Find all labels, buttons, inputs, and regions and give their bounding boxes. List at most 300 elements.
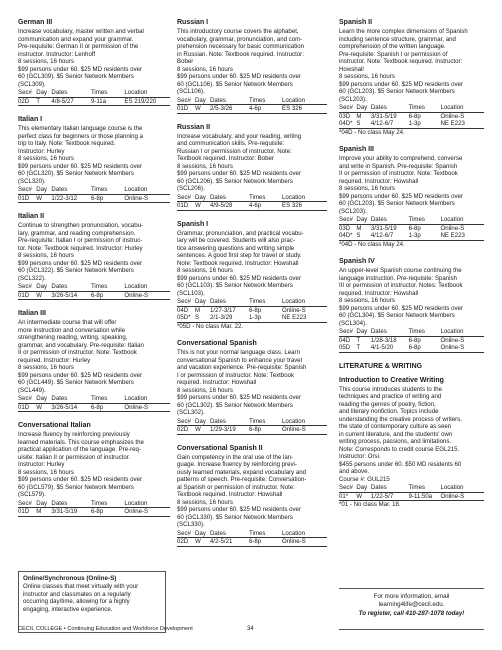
course-description-line: 8 sessions, 16 hours [177,65,233,73]
info-line: For more information, email [373,593,450,600]
section-cell: W [36,291,42,299]
column-header: Day [195,529,206,537]
section-row [18,404,170,413]
course-description-line: tor. Note: Textbook required. Instructor: Hurley [18,244,143,252]
column-header: Times [90,89,108,96]
column-header: Dates [370,216,387,223]
section-table [18,500,170,517]
section-cell: ES 326 [282,105,302,112]
section-cell: 6-8p [408,112,421,120]
column-header: Day [195,298,206,305]
course-description-line: Instructor: Orsi. [339,453,381,460]
section-cell: 02D [177,426,189,433]
course-description-line: Note: Corresponds to credit course EGL215. [339,445,460,453]
course-description-line: Howshall [339,65,364,73]
course-description-line: and literary nonfiction. Topics include [339,408,439,415]
course-note: *01 - No class Mar. 18. [339,501,401,508]
section-table [18,395,170,412]
section-cell: 2/1-3/29 [210,314,233,321]
column-header: Day [36,499,48,507]
section-cell: 6-8p [90,291,104,299]
column-header: Times [249,96,266,104]
course-description-line: reading the genres of poetry, fiction, [339,400,436,408]
section-cell: 6-8p [249,426,262,433]
section-table-header [18,500,170,509]
course-description-line: III or permission of instructor. Notes: Textbook [339,282,463,289]
course-block [339,145,484,248]
course-description-line: language instruction. Pre-requisite: Spanish [339,274,457,282]
section-table [177,298,327,323]
section-cell: 6-8p [249,306,262,314]
course-block [177,220,327,331]
course-block [177,339,327,435]
section-cell: 2/5-3/26 [210,105,233,112]
course-description-line: 8 sessions, 16 hours [177,162,233,170]
section-cell: T [356,336,361,344]
course-description-line: $99 persons under 60. $25 MD residents over [18,162,142,170]
column-header: Location [124,89,148,96]
page-number: 34 [247,626,254,632]
section-cell: 02D [177,538,189,545]
column-header: Sec# [177,417,191,425]
column-header: Dates [51,89,68,96]
column-header: Location [282,417,306,425]
section-cell: W [195,202,201,209]
column-header: Times [90,283,108,290]
course-description-line: Pre-requisite: German II or permission of the [18,43,139,50]
section-table [339,216,484,241]
section-table [177,418,327,435]
section-cell: S [195,314,200,321]
course-description-line: 60 (GCL320). $5 Senior Network Members [18,170,134,177]
course-description-line: This elementary Italian language course is the [18,125,143,132]
course-description-line: $99 persons under 60. $25 MD residents over [18,65,142,73]
course-description-line: Note: Textbook required. Instructor: Howshall [177,259,299,267]
course-description-line: I or permission of instructor. Note: Textbook [177,371,295,379]
course-description-line: An upper-level Spanish course continuing the [339,267,462,274]
course-description-line: 8 sessions, 16 hours [177,267,233,274]
section-cell: W [195,426,201,433]
course-description-line: (SCL330). [177,521,205,528]
info-email[interactable]: learning4life@cecil.edu. [378,601,445,608]
course-title: German III [18,19,53,26]
section-cell: Online-S [440,492,465,500]
section-table [339,328,484,353]
section-cell: 4-6p [249,105,262,112]
section-table [339,104,484,129]
section-table-header [339,104,484,113]
section-cell: T [36,97,40,105]
section-table-header [177,298,327,307]
section-cell: 9-11a [90,97,107,105]
section-cell: 3/31-5/19 [51,508,78,515]
section-cell: 6-8p [90,403,104,411]
course-block [18,309,170,412]
course-description-line: 8 sessions, 16 hours [339,185,395,192]
course-description-line: (SCL206). [177,185,205,192]
course-title: Conversational Spanish II [177,444,263,452]
course-title: Introduction to Creative Writing [339,376,444,384]
column-header: Sec# [339,484,353,491]
course-description-line: trip to Italy. Note: Textbook required. [18,140,116,147]
section-cell: 1-3p [408,120,421,127]
course-description-line: practical application of the language. Pre-req- [18,446,141,453]
course-description-line: required. Instructor: Howshall [339,289,419,297]
course-block [177,444,327,547]
course-description-line: Textbook required. Instructor: Howshall [177,491,283,498]
column-header: Day [36,89,48,96]
course-description-line: (SCL309). [18,80,46,88]
section-table-header [177,97,327,106]
course-description-line: guage. Increase fluency by reinforcing previ- [177,461,297,468]
course-description-line: Instructor: Hurley [18,147,65,155]
course-description-line: comprehension of the written language. [339,43,446,50]
section-cell: 6-8p [90,508,104,515]
course-description-line: tice answering questions and writing simple [177,244,295,252]
column-header: Dates [210,529,226,537]
column-header: Day [356,104,368,111]
section-cell: 01D [18,291,30,299]
course-note: *04D - No class May 24. [339,128,405,136]
section-cell: Online-S [440,224,465,232]
column-header: Day [36,395,48,402]
section-cell: 6-8p [408,344,421,351]
column-header: Location [124,499,148,507]
section-cell: 1/22-5/7 [370,492,394,500]
section-cell: 4/12-6/7 [370,232,394,239]
course-description-line: Increase vocabulary, master written and verbal [18,28,144,35]
column-2 [177,18,327,556]
section-table-header [339,328,484,337]
course-description-line: This course introduces students to the [339,385,442,393]
column-header: Location [440,216,464,223]
column-header: Sec# [18,499,32,507]
section-row [339,493,484,502]
course-description-line: $99 persons under 60. $25 MD residents over [18,259,142,267]
online-box-line: engaging, interactive experience. [23,605,113,613]
section-cell: Online-S [282,538,306,545]
column-header: Dates [210,96,226,104]
section-table [177,97,327,114]
course-description-line: $99 persons under 60. $25 MD residents over [177,394,301,401]
course-block [18,18,170,106]
course-description-line: grammar, and vocabulary. Pre-requisite: Italian [18,341,144,349]
column-header: Dates [370,104,387,111]
course-description-line: (SCL320). [18,177,46,185]
course-description-line: Increase fluency by reinforcing previously [18,431,130,438]
column-header: Day [36,186,48,193]
course-description-line: Improve your ability to comprehend, converse [339,155,463,162]
section-cell: Online-S [440,112,465,120]
column-header: Day [36,283,48,290]
course-description-line: 8 sessions, 16 hours [18,252,74,259]
course-block [339,257,484,353]
section-table-header [18,89,170,98]
course-description-line: prehension necessary for basic communication [177,43,305,50]
course-description-line: 60 (GCL330). $5 Senior Network Members [177,513,293,521]
course-description-line: vocabulary, grammar, pronunciation, and com- [177,35,303,43]
course-description-line: in Russian. Note: Textbook required. Instructor: [177,50,304,58]
section-cell: 01D [18,508,30,515]
section-row [177,307,327,315]
section-cell: 01D [177,202,189,209]
course-description-line: 60 (GCL203). $5 Senior Network Members [339,88,455,95]
section-table [18,89,170,106]
section-cell: 1/27-3/17 [210,306,236,314]
column-header: Sec# [339,328,353,335]
course-description-line: (SCL449). [18,386,46,394]
course-description-line: required. Instructor: Hurley [18,356,91,364]
course-description-line: $99 persons under 60. $25 MD residents over [18,371,142,379]
section-cell: Online-S [124,508,149,515]
course-description-line: Russian I or permission of instructor. Note: [177,147,292,155]
course-description-line: instructor. Instructor: Lenhoff [18,50,96,58]
writing-course [339,376,484,509]
section-cell: 01D [18,194,30,202]
course-description-line: $99 persons under 60. $25 MD residents over [18,476,142,483]
online-info-box [18,571,166,633]
column-header: Location [440,104,464,111]
section-cell: 3/26-5/14 [51,291,78,299]
course-title: Conversational Spanish [177,340,257,347]
course-description-line: 8 sessions, 16 hours [339,297,395,304]
section-table [177,530,327,547]
column-header: Dates [210,193,226,201]
section-cell: 6-8p [408,224,421,232]
column-header: Day [356,484,368,491]
course-description-line: the state of contemporary culture as seen [339,423,452,430]
column-header: Times [408,104,425,111]
section-cell: M [356,112,362,120]
course-title: Spanish IV [339,258,375,265]
course-description-line: communication and expand your grammar. [18,35,134,43]
course-description-line: $99 persons under 60. $25 MD residents over [339,80,463,88]
section-row [177,202,327,211]
course-description-line: lary will be covered. Students will also prac- [177,237,295,244]
section-cell: Online-S [124,194,149,202]
column-header: Times [90,395,108,402]
course-block [339,376,484,509]
column-header: Location [124,186,148,193]
section-table-header [339,484,484,493]
section-cell: M [356,224,362,232]
section-cell: 04D [177,306,189,314]
course-description-line: uisite: Italian II or permission of instructor. [18,453,131,461]
section-cell: 6-8p [90,194,104,202]
column-header: Times [249,417,266,425]
column-header: Dates [51,395,68,402]
course-block [177,18,327,114]
course-description-line: required. Instructor: Howshall [177,379,257,386]
section-cell: 1-3p [408,232,421,239]
course-description-line: (SCL203). [339,207,367,215]
column-header: Dates [210,417,226,425]
section-cell: 3/31-5/19 [370,112,397,120]
course-description-line: Bober [177,58,194,65]
section-cell: W [36,194,42,202]
register-callout: To register, call 410-287-1078 today! [358,610,465,617]
section-row [339,232,484,241]
section-cell: 4/1-5/20 [370,344,394,351]
section-cell: 9-11:50a [408,492,433,500]
section-cell: 03D [339,224,351,232]
course-description-line: sentences. A good first step for travel or study. [177,252,302,259]
section-cell: NE E223 [282,314,307,321]
course-block [339,18,484,136]
course-description-line: This introductory course covers the alphabet, [177,28,299,35]
section-row [339,337,484,345]
column-header: Times [249,193,266,201]
course-description-line: (SCL302). [177,409,205,416]
course-description-line: perfect class for beginners or those planning a [18,132,143,140]
course-description-line: Learn the more complex dimensions of Spanish [339,28,468,35]
section-cell: 01D [177,105,189,112]
section-table-header [177,418,327,427]
column-header: Sec# [339,104,353,111]
course-description-line: 60 (GCL322). $5 Senior Network Members [18,267,134,274]
column-header: Times [249,298,266,305]
section-cell: Online-S [440,336,465,344]
column-header: Times [408,328,425,335]
section-cell: 6-8p [249,538,262,545]
section-cell: ES 326 [282,202,302,209]
section-cell: NE E223 [440,232,465,239]
course-title: Conversational Italian [18,422,91,429]
section-cell: Online-S [282,306,306,314]
column-header: Sec# [177,298,191,305]
course-description-line: Pre-requisite: Italian I or permission of instruc- [18,237,143,244]
course-title: Russian I [177,19,209,26]
section-cell: Online-S [440,344,465,351]
section-row [18,508,170,517]
course-description-line: Pre-requisite: Spanish I or permission of [339,50,448,58]
section-row [339,113,484,121]
course-block [18,212,170,300]
course-description-line: 60 (GCL304). $5 Senior Network Members [339,312,455,319]
section-cell: Online-S [124,403,149,411]
section-table-header [18,395,170,404]
column-header: Sec# [18,283,32,290]
column-header: Dates [370,328,387,335]
section-table-header [177,530,327,539]
course-description-line: lary, grammar, and reading comprehension. [18,229,136,237]
online-box-title: Online/Synchronous (Online-S) [23,575,117,582]
course-description-line: learned materials. This course emphasizes the [18,438,144,446]
course-block [177,123,327,211]
course-description-line: and above. [339,468,370,475]
course-description-line: $455 persons under 60. $50 MD residents 60 [339,460,462,468]
course-description-line: required. Instructor: Howshall [339,177,419,185]
column-header: Dates [51,186,68,193]
section-cell: 4/12-6/7 [370,120,394,127]
column-header: Day [195,193,206,201]
course-description-line: $99 persons under 60. $25 MD residents over [177,506,301,513]
course-description-line: techniques and practice of writing and [339,393,442,400]
course-description-line: al Spanish or permission of instructor. Note: [177,483,295,491]
section-row [18,98,170,107]
column-header: Sec# [177,96,191,104]
course-description-line: II or permission of instructor. Note: Textbook [18,349,137,356]
online-box-line: instructor and classmates on a regularly [23,590,131,598]
section-table-header [18,283,170,292]
course-description-line: 8 sessions, 16 hours [18,155,74,162]
column-header: Times [249,529,266,537]
section-row [339,225,484,233]
course-description-line: This is not your normal language class. Learn [177,349,300,356]
section-table-header [177,194,327,203]
course-description-line: $99 persons under 60. $25 MD residents over [339,304,463,312]
section-cell: W [356,492,363,500]
course-block [18,421,170,517]
course-description-line: and vacation experience. Pre-requisite: Spanish [177,364,307,371]
course-description-line: 60 (GCL579). $5 Senior Network Members [18,483,134,491]
section-cell: W [36,403,42,411]
course-note: *04D - No class May 24. [339,240,405,248]
section-cell: 03D [339,112,351,120]
course-title: Spanish I [177,220,209,228]
section-row [177,426,327,435]
course-description-line: 8 sessions, 16 hours [18,58,74,65]
course-title: Spanish II [339,19,373,26]
section-row [177,314,327,323]
contact-info-box [339,588,484,630]
course-description-line: $99 persons under 60. $25 MD residents over [339,192,463,200]
section-row [339,120,484,129]
course-description-line: Textbook required. Instructor: Bober [177,155,274,162]
course-description-line: 60 (GCL302). $5 Senior Network Members [177,401,293,409]
column-header: Times [90,499,108,507]
column-header: Times [408,216,425,223]
course-description-line: An intermediate course that will offer [18,319,117,326]
section-cell: 04D* [339,232,353,239]
section-row [177,538,327,547]
course-description-line: II or permission of instructor. Note: Textbook [339,170,458,177]
section-cell: 02D [18,97,30,105]
course-description-line: Continue to strengthen pronunciation, vocabu- [18,222,144,229]
course-description-line: 60 (GCL103). $5 Senior Network Members [177,282,293,289]
course-note: *05D - No class Mar. 22. [177,322,244,330]
column-header: Sec# [177,529,191,537]
course-description-line: (SCL322). [18,274,46,282]
section-cell: T [356,344,361,351]
column-3-courses [339,18,484,353]
course-description-line: including sentence structure, grammar, and [339,35,456,43]
course-description-line: 8 sessions, 16 hours [177,386,233,394]
column-header: Dates [51,283,68,290]
course-title: Russian II [177,123,211,131]
course-description-line: Course #: GUL215 [339,475,390,483]
column-header: Dates [370,484,387,491]
course-description-line: (SCL579). [18,491,46,498]
section-cell: 4/9-5/28 [210,202,233,209]
course-description-line: and communication skills. Pre-requisite: [177,140,285,147]
course-description-line: 8 sessions, 16 hours [18,364,74,371]
course-description-line: ously learned materials, expand vocabulary and [177,468,307,476]
column-header: Sec# [18,395,32,402]
section-cell: NE E223 [440,120,465,127]
column-header: Location [440,484,464,491]
course-block [18,115,170,203]
column-3 [339,18,484,518]
course-description-line: (SCL106). [177,88,205,95]
section-cell: 05D* [177,314,191,321]
course-description-line: 60 (GCL106). $5 Senior Network Members [177,80,293,88]
column-header: Location [440,328,464,335]
course-description-line: writing process, passions, and limitations. [339,438,452,445]
section-cell: 1-3p [249,314,262,321]
course-description-line: 60 (GCL206). $5 Senior Network Members [177,177,293,185]
course-title: Spanish III [339,146,375,153]
